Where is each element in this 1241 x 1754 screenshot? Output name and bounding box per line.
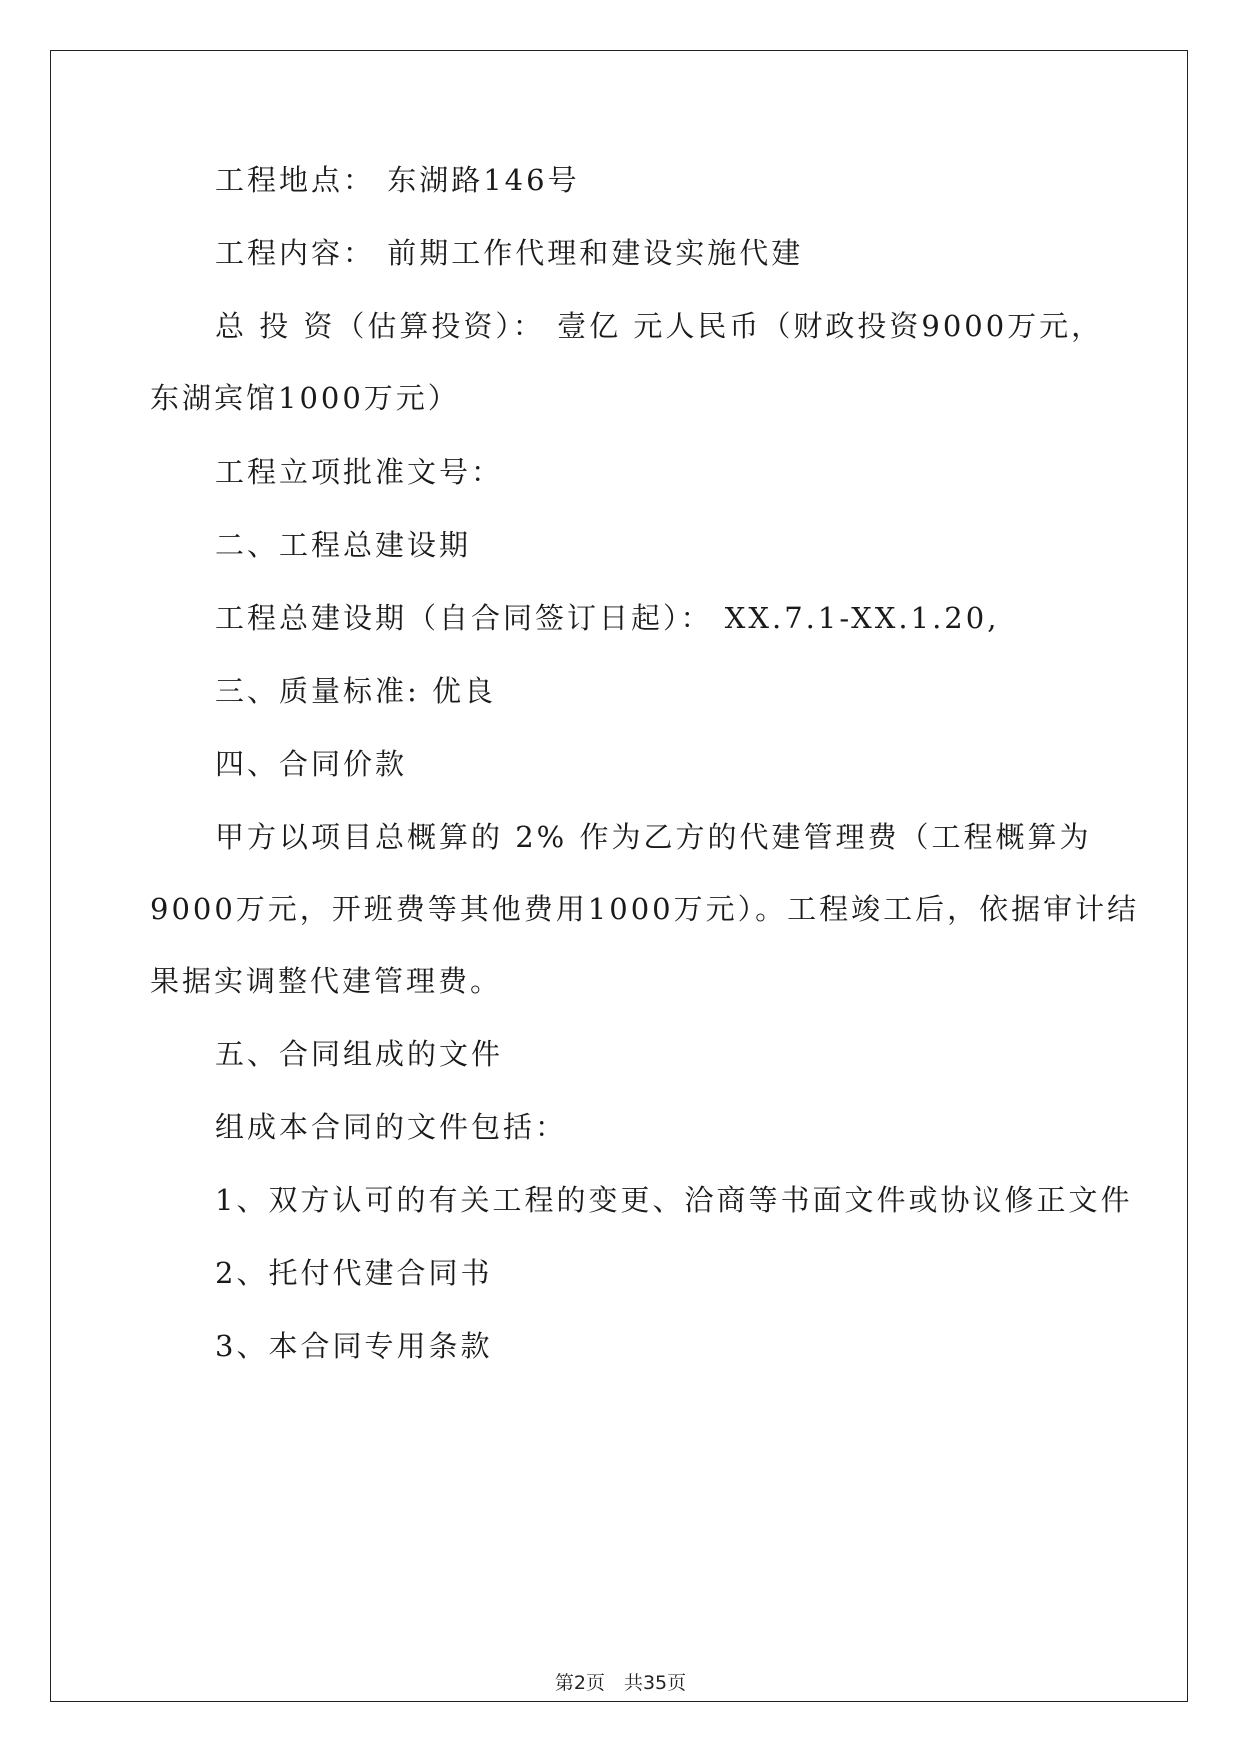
paragraph-total-investment [150,306,1104,418]
text-line: 3、本合同专用条款 [215,1329,493,1363]
paragraph-management-fee [150,817,1140,1001]
text-line: 二、工程总建设期 [215,528,472,562]
text-line: 东湖宾馆1000万元） [150,381,460,415]
text-line: 果据实调整代建管理费。 [150,964,503,998]
text-line: 总 投 资（估算投资）： 壹亿 元人民币（财政投资9000万元， [215,309,1104,343]
paragraph-documents-intro [150,1107,1090,1147]
section-heading-construction-period [150,525,1090,565]
text-line: 四、合同价款 [215,747,408,781]
paragraph-project-content [150,233,1090,273]
section-heading-contract-price [150,744,1090,784]
text-line: 工程总建设期（自合同签订日起）： XX.7.1-XX.1.20, [215,601,1000,635]
paragraph-project-location [150,160,1090,200]
text-line: 工程立项批准文号： [215,455,504,489]
paragraph-approval-number [150,452,1090,492]
text-line: 三、质量标准: 优良 [215,674,496,708]
text-line: 甲方以项目总概算的 2% 作为乙方的代建管理费（工程概算为 [215,820,1092,854]
page-number-footer: 第2页 共35页 [554,1672,687,1694]
list-item-document-2 [150,1253,1090,1293]
text-line: 9000万元，开班费等其他费用1000万元）。工程竣工后，依据审计结 [150,892,1140,926]
text-line: 工程地点： 东湖路146号 [215,163,580,197]
paragraph-construction-period [150,598,1090,638]
text-line: 1、双方认可的有关工程的变更、洽商等书面文件或协议修正文件 [215,1183,1133,1217]
text-line: 组成本合同的文件包括： [215,1110,568,1144]
text-line: 五、合同组成的文件 [215,1037,504,1071]
text-line: 工程内容： 前期工作代理和建设实施代建 [215,236,804,270]
section-heading-contract-documents [150,1034,1090,1074]
list-item-document-3 [150,1326,1090,1366]
section-heading-quality-standard [150,671,1090,711]
list-item-document-1 [150,1180,1133,1220]
text-line: 2、托付代建合同书 [215,1256,493,1290]
